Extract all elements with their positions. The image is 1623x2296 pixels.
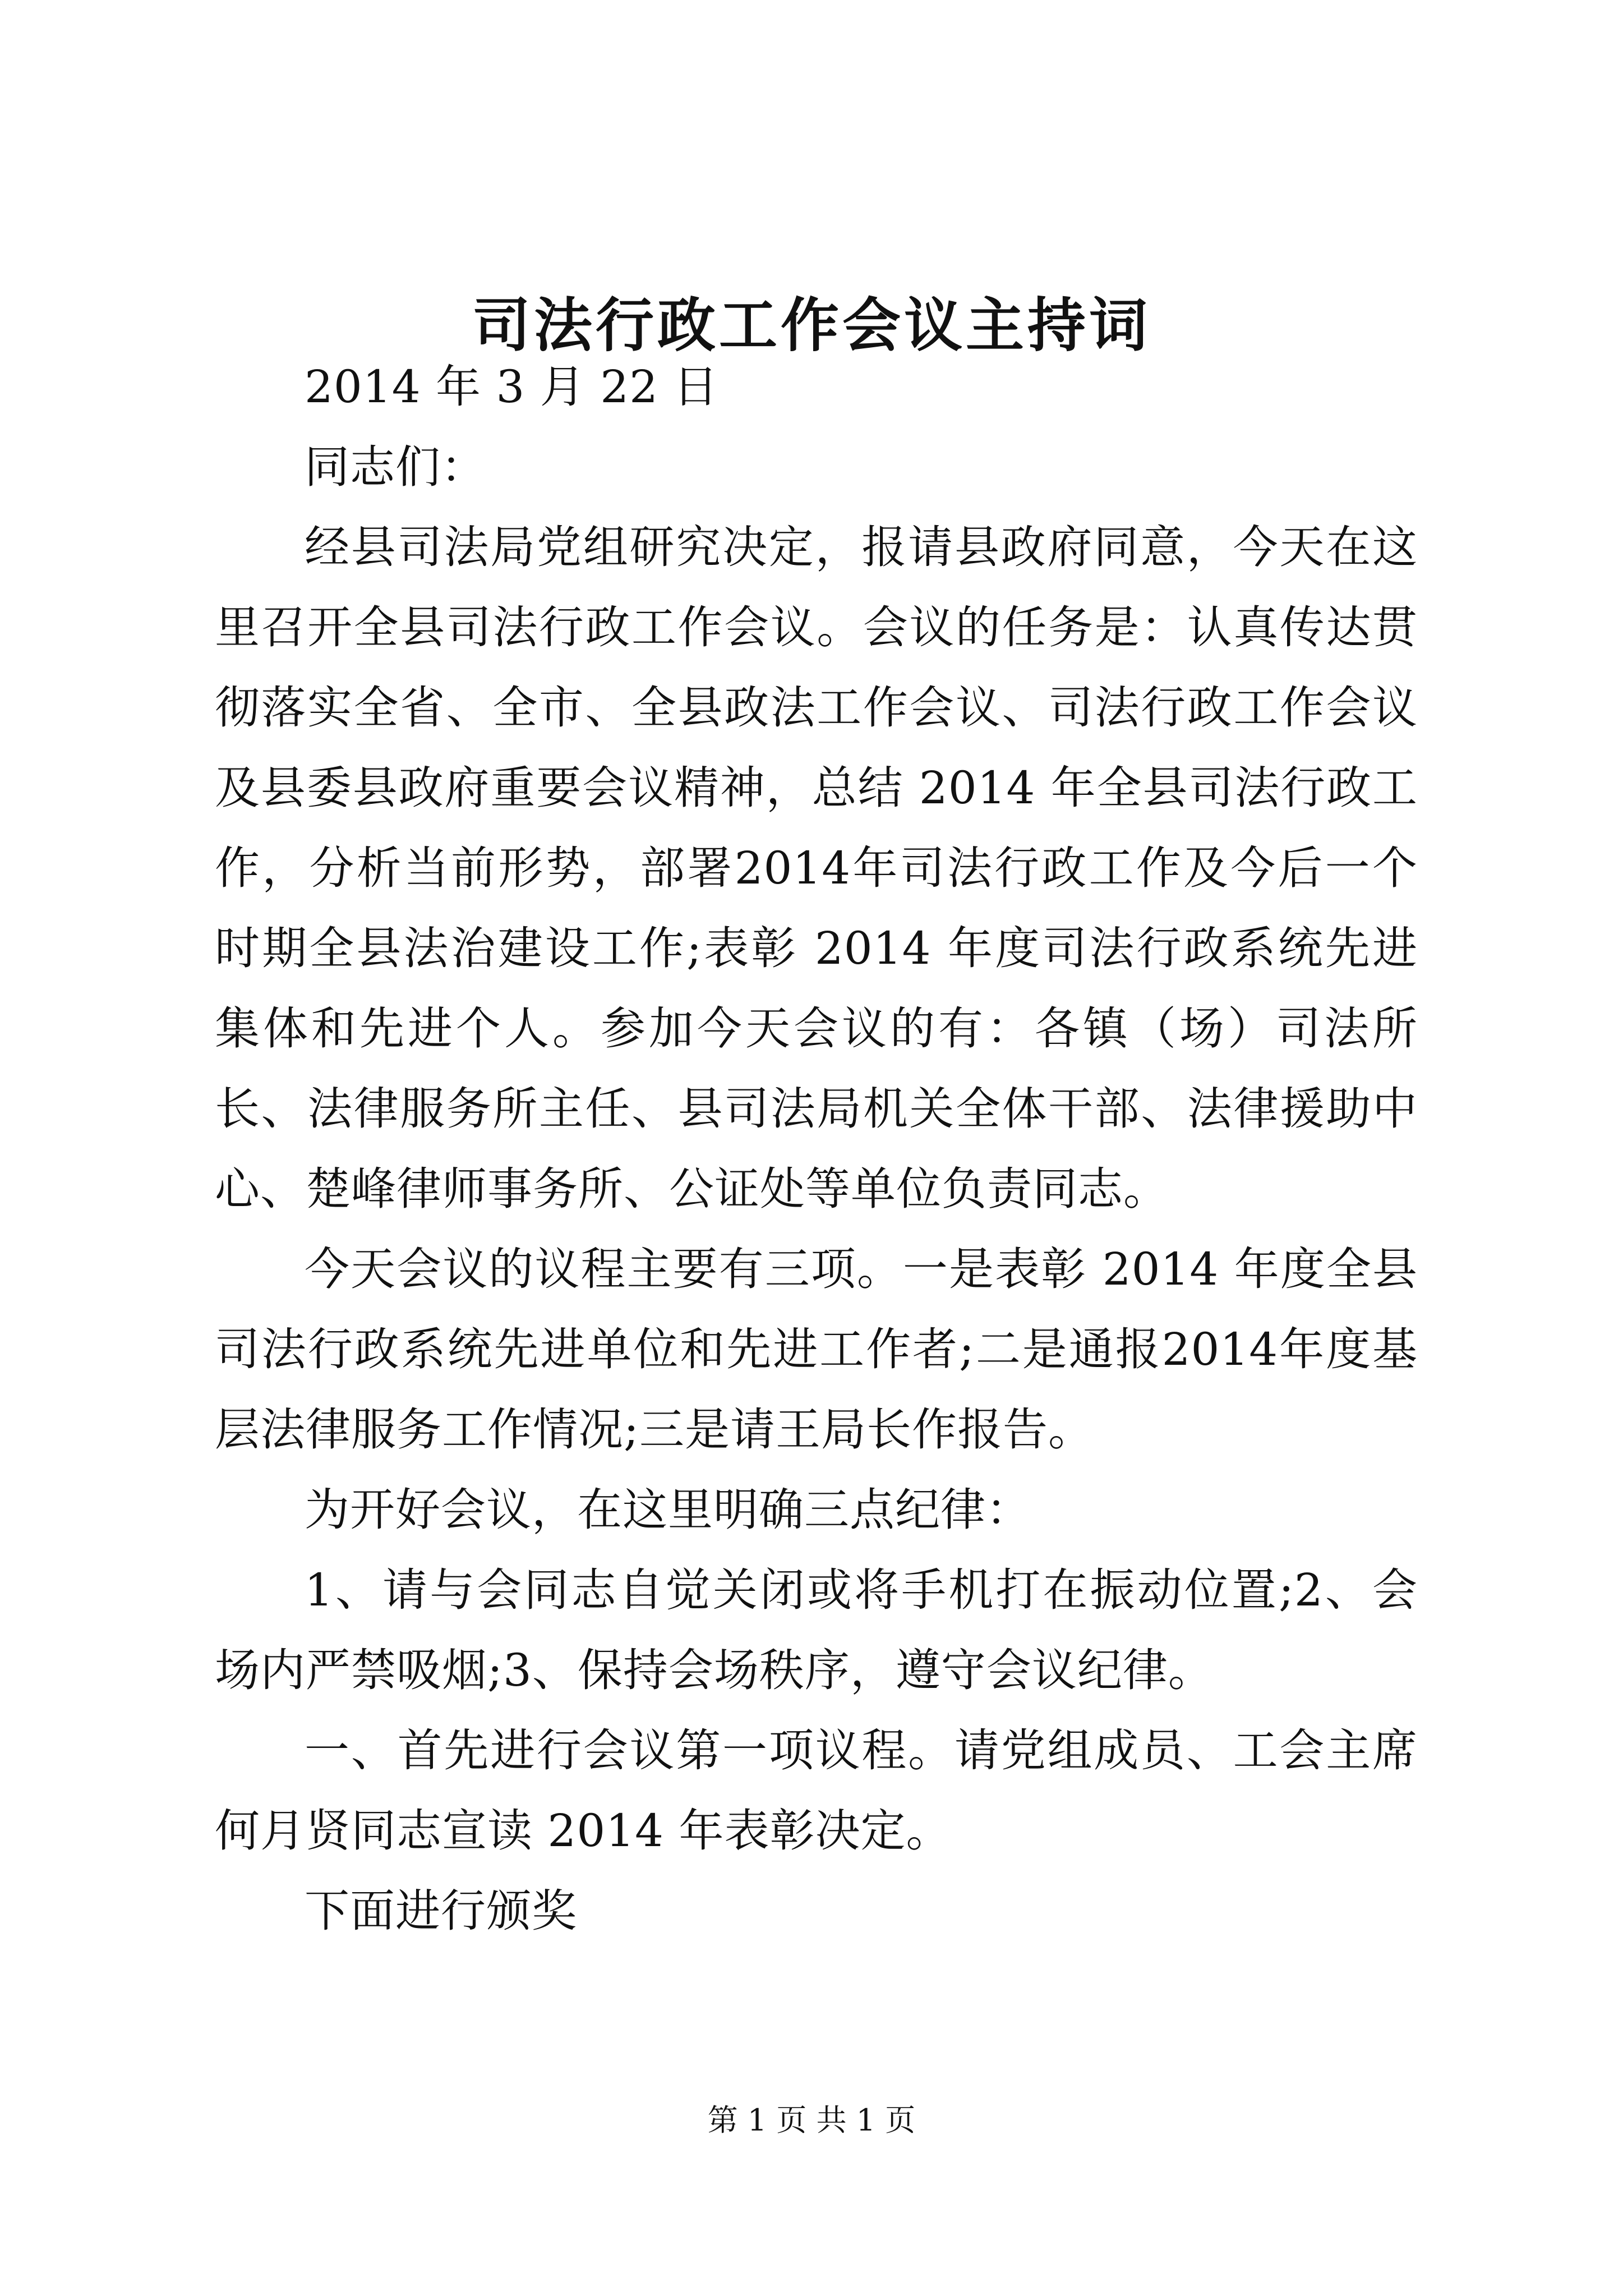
date-line: 2014 年 3 月 22 日 bbox=[305, 361, 719, 413]
document-body bbox=[215, 347, 1418, 1951]
page-footer: 第 1 页 共 1 页 bbox=[707, 2102, 916, 2138]
paragraph-discipline-intro: 为开好会议，在这里明确三点纪律： bbox=[305, 1484, 1031, 1536]
paragraph-first-item: 一、首先进行会议第一项议程。请党组成员、工会主席何月贤同志宣读 2014 年表彰决定。 bbox=[215, 1724, 1418, 1857]
document-title: 司法行政工作会议主持词 bbox=[472, 291, 1151, 360]
salutation: 同志们： bbox=[305, 441, 486, 493]
paragraph-meeting-purpose: 经县司法局党组研究决定，报请县政府同意，今天在这里召开全县司法行政工作会议。会议的任务是：认真传达贯彻落实全省、全市、全县政法工作会议、司法行政工作会议及县委县政府重要会议精神，总结 2014 年全县司法行政工作，分析当前形势，部署2014年司法行政工作及今后一个时期全县法治建设工作;表彰 2014 年度司法行政系统先进集体和先进个人。参加今天会议的有：各镇（场）司法所长、法律服务所主任、县司法局机关全体干部、法律援助中心、楚峰律师事务所、公证处等单位负责同志。 bbox=[215, 521, 1418, 1215]
paragraph-discipline-rules: 1、请与会同志自觉关闭或将手机打在振动位置;2、会场内严禁吸烟;3、保持会场秩序，遵守会议纪律。 bbox=[215, 1564, 1418, 1696]
paragraph-award: 下面进行颁奖 bbox=[305, 1885, 577, 1937]
paragraph-agenda: 今天会议的议程主要有三项。一是表彰 2014 年度全县司法行政系统先进单位和先进工作者;二是通报2014年度基层法律服务工作情况;三是请王局长作报告。 bbox=[215, 1243, 1418, 1456]
